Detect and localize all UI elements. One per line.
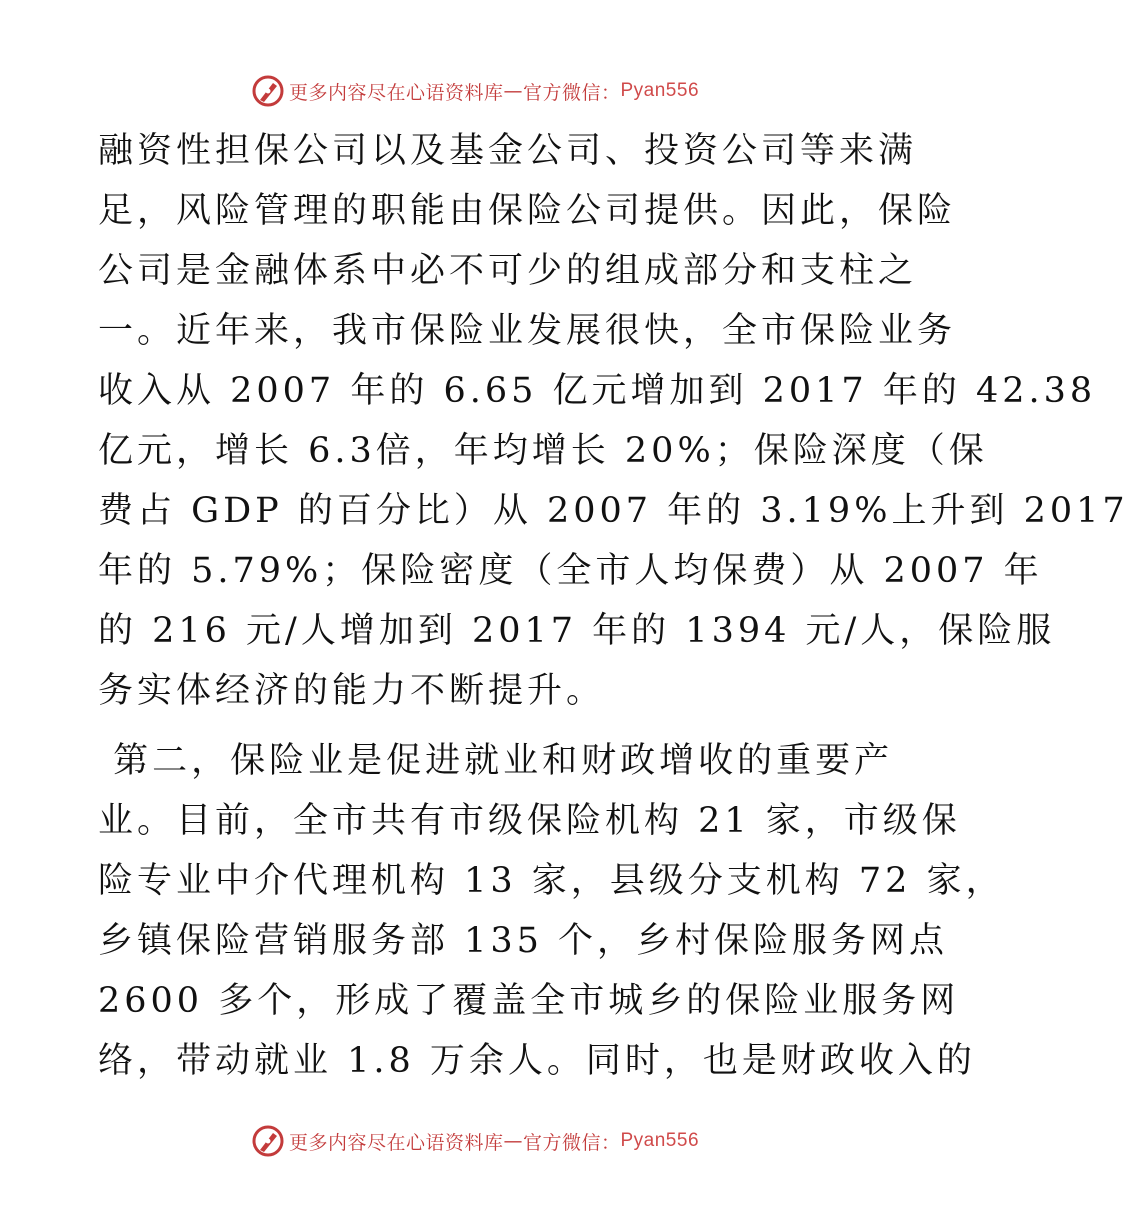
header-watermark [0, 71, 950, 111]
watermark-text: 更多内容尽在心语资料库 [288, 1131, 504, 1154]
text-line: 险专业中介代理机构 13 家，县级分支机构 72 家， [98, 861, 1005, 901]
text-line: 足，风险管理的职能由保险公司提供。因此，保险 [98, 191, 957, 231]
text-line: 公司是金融体系中必不可少的组成部分和支柱之 [98, 251, 918, 291]
text-line: 业。目前，全市共有市级保险机构 21 家，市级保 [98, 801, 961, 841]
pen-circle-logo-icon [251, 74, 285, 108]
text-line: 年的 5.79%；保险密度（全市人均保费）从 2007 年 [98, 551, 1043, 591]
watermark-official: 官方微信： [522, 1131, 621, 1154]
text-line: 的 216 元/人增加到 2017 年的 1394 元/人，保险服 [98, 611, 1056, 651]
watermark-handle: Pyan556 [620, 1130, 700, 1151]
text-line: 一。近年来，我市保险业发展很快，全市保险业务 [98, 311, 957, 351]
pen-circle-logo-icon [251, 1124, 285, 1158]
paragraph-gap [98, 721, 888, 731]
watermark-handle: Pyan556 [620, 80, 700, 101]
paragraph-1 [98, 121, 1129, 721]
text-line: 融资性担保公司以及基金公司、投资公司等来满 [98, 131, 918, 171]
text-line: 第二，保险业是促进就业和财政增收的重要产 [98, 741, 894, 781]
text-line: 亿元，增长 6.3倍，年均增长 20%；保险深度（保 [98, 431, 988, 471]
text-line: 费占 GDP 的百分比）从 2007 年的 3.19%上升到 2017 [98, 491, 1129, 531]
text-line: 乡镇保险营销服务部 135 个，乡村保险服务网点 [98, 921, 949, 961]
footer-watermark [0, 1121, 950, 1161]
watermark-separator: — [503, 80, 523, 102]
text-line: 收入从 2007 年的 6.65 亿元增加到 2017 年的 42.38 [98, 371, 1097, 411]
text-line: 络，带动就业 1.8 万余人。同时，也是财政收入的 [98, 1041, 976, 1081]
text-line: 务实体经济的能力不断提升。 [98, 671, 606, 711]
paragraph-2 [98, 731, 1005, 1091]
watermark-separator: — [503, 1130, 523, 1152]
watermark-official: 官方微信： [522, 81, 621, 104]
text-line: 2600 多个，形成了覆盖全市城乡的保险业服务网 [98, 981, 960, 1021]
watermark-text: 更多内容尽在心语资料库 [288, 81, 504, 104]
document-body [98, 121, 1129, 1091]
